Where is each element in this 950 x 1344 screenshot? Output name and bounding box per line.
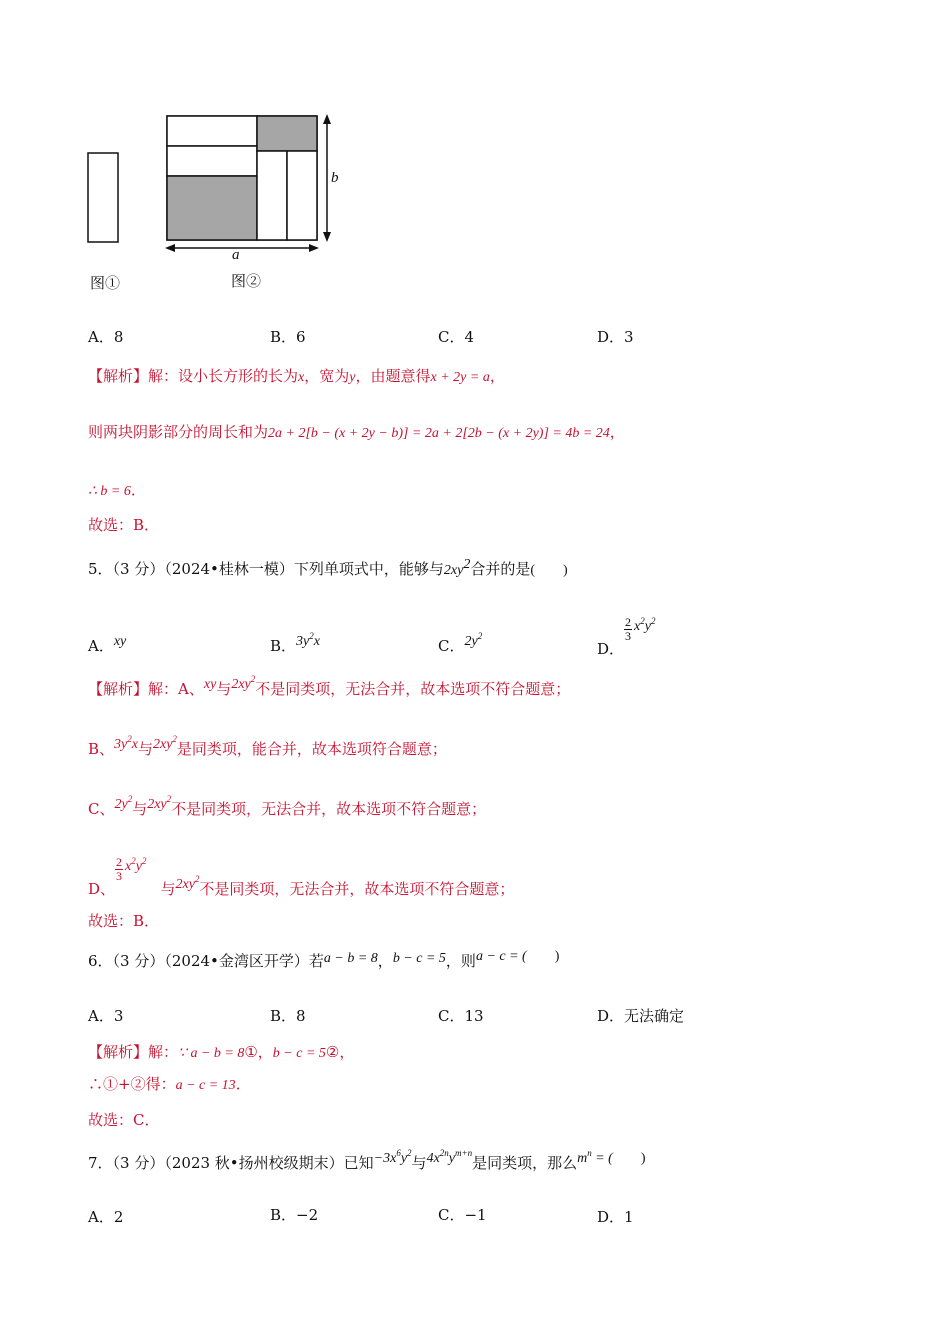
option-label: B． xyxy=(270,637,297,655)
math: y xyxy=(135,858,142,874)
math: 2 xyxy=(250,674,256,684)
fig2-shaded-bottom-left xyxy=(167,176,257,240)
text: 解：A、 xyxy=(148,680,204,698)
q5-option-b xyxy=(270,631,320,658)
math: 3y xyxy=(114,737,128,752)
answer-paren: ( ) xyxy=(530,563,568,578)
math: 2y xyxy=(114,797,128,812)
q7-option-c: C．−1 xyxy=(438,1206,487,1224)
math xyxy=(125,855,147,874)
denominator: 3 xyxy=(116,869,123,883)
text: B、 xyxy=(88,740,115,758)
math: 2xy xyxy=(231,677,251,692)
math-y: y xyxy=(349,370,356,385)
math: y xyxy=(644,618,651,634)
q5-option-d xyxy=(597,612,656,658)
q6-option-c: C．13 xyxy=(438,1007,484,1025)
q5-option-a xyxy=(88,636,126,658)
math xyxy=(175,873,200,892)
text: ①， xyxy=(244,1043,273,1061)
q6-option-d: D．无法确定 xyxy=(597,1007,685,1025)
math xyxy=(373,1148,412,1166)
answer-paren: ) xyxy=(526,949,560,964)
math xyxy=(231,674,256,692)
text: D、 xyxy=(88,879,116,898)
text: ②， xyxy=(325,1043,355,1061)
fig2-caption: 图② xyxy=(231,272,262,290)
math: a − b = 8 xyxy=(323,951,378,966)
math: x xyxy=(131,737,138,752)
text: 不是同类项，无法合并，故本选项不符合题意； xyxy=(171,800,487,818)
text: 与 xyxy=(411,1154,427,1172)
q6-option-b: B．8 xyxy=(270,1007,306,1025)
numerator: 2 xyxy=(116,855,123,869)
q5-stem xyxy=(88,559,568,581)
q4-analysis-line2 xyxy=(88,422,625,444)
text: 与 xyxy=(160,879,176,898)
q7-option-a: A．2 xyxy=(88,1208,124,1226)
q5-option-c xyxy=(438,631,483,658)
text: ． xyxy=(235,1075,251,1093)
arrow-a-head-left xyxy=(165,244,175,252)
analysis-tag: 【解析】 xyxy=(88,367,149,385)
fraction xyxy=(624,616,632,643)
math: 2n xyxy=(439,1148,449,1158)
math-x: x xyxy=(298,370,305,385)
q5-analysis-a xyxy=(88,674,571,701)
q4-analysis-line3 xyxy=(88,480,146,502)
text: 不是同类项，无法合并，故本选项不符合题意； xyxy=(199,879,515,898)
q6-answer: 故选：C． xyxy=(88,1111,160,1129)
math: 2y xyxy=(464,634,478,649)
q4-analysis-line1 xyxy=(88,366,505,388)
math: 2 xyxy=(477,631,483,641)
arrow-a-head-right xyxy=(309,244,319,252)
math xyxy=(152,734,177,752)
math: 2 xyxy=(127,734,132,744)
text: 解：设小长方形的长为 xyxy=(148,367,299,385)
text: 不是同类项，无法合并，故本选项不符合题意； xyxy=(255,680,571,698)
fig2-vertical-strip-2 xyxy=(287,151,317,240)
math xyxy=(577,1148,613,1166)
math: −3x xyxy=(373,1151,397,1166)
math xyxy=(634,615,656,634)
arrow-b-head-bottom xyxy=(323,232,331,242)
fig2-shaded-top-right xyxy=(257,116,317,151)
q6-option-a: A．3 xyxy=(88,1007,124,1025)
math-perimeter: 2a + 2[b − (x + 2y − b)] = 2a + 2[2b − (x + 2y)] = 4b = 24 xyxy=(268,426,610,441)
text: ， xyxy=(609,423,625,441)
option-label: A． xyxy=(88,637,114,655)
q5-answer: 故选：B． xyxy=(88,912,160,930)
q7-option-b: B．−2 xyxy=(270,1206,319,1224)
math: 2 xyxy=(141,855,147,866)
math xyxy=(426,1148,473,1166)
q7-stem xyxy=(88,1148,646,1175)
text: 5．（3 分）（2024•桂林一模）下列单项式中，能够与 xyxy=(88,560,444,578)
math: m xyxy=(577,1151,588,1166)
text: 是同类项，能合并，故本选项符合题意； xyxy=(176,740,447,758)
math: 6 xyxy=(396,1148,401,1158)
math: 2 xyxy=(131,855,136,866)
figure-rectangles xyxy=(80,110,350,270)
math xyxy=(114,794,133,812)
math: x xyxy=(634,618,641,634)
math: 2 xyxy=(194,873,200,884)
q5-analysis-d xyxy=(88,852,515,898)
math: 2xy xyxy=(175,876,195,892)
text: ，由题意得 xyxy=(355,367,431,385)
option-label: C． xyxy=(438,637,465,655)
math xyxy=(147,794,172,812)
text: 合并的是 xyxy=(470,560,531,578)
numerator: 2 xyxy=(625,615,632,629)
math: 2xy xyxy=(443,563,464,578)
text: ． xyxy=(130,481,146,499)
text: 是同类项，那么 xyxy=(472,1154,578,1172)
math: xy xyxy=(113,634,127,649)
text: ，则 xyxy=(445,952,476,970)
math: = ( xyxy=(591,1151,613,1166)
text: ∴①+②得： xyxy=(88,1075,176,1093)
math: 4x xyxy=(426,1151,440,1166)
math: 2 xyxy=(309,631,314,641)
math: 2 xyxy=(407,1148,412,1158)
option-label: D． xyxy=(597,639,625,658)
q4-answer: 故选：B． xyxy=(88,516,160,534)
math: 2 xyxy=(650,615,656,626)
arrow-b-head-top xyxy=(323,114,331,124)
math: xy xyxy=(203,677,217,692)
q5-analysis-b xyxy=(88,734,447,761)
math: b − c = 5 xyxy=(272,1046,326,1061)
math-result: ∴ b = 6 xyxy=(88,484,131,499)
text: 与 xyxy=(137,740,153,758)
math: x xyxy=(313,634,320,649)
math: 2 xyxy=(463,557,471,572)
fraction xyxy=(115,856,123,883)
q6-analysis-line1 xyxy=(88,1042,354,1064)
math: 2 xyxy=(172,734,177,744)
fig1-small-rectangle xyxy=(88,153,118,242)
math: b − c = 5 xyxy=(392,951,446,966)
math xyxy=(464,631,483,649)
q6-stem xyxy=(88,951,559,973)
text: 则两块阴影部分的周长和为 xyxy=(88,423,269,441)
math-equation: x + 2y = a xyxy=(430,370,490,385)
math: x xyxy=(125,858,132,874)
math xyxy=(296,631,320,649)
q4-option-c: C．4 xyxy=(438,328,475,346)
fig1-caption: 图① xyxy=(90,274,121,292)
math: 2 xyxy=(166,794,172,804)
denominator: 3 xyxy=(625,629,632,643)
fig2-vertical-strip-1 xyxy=(257,151,287,240)
fig2-top-strip-2 xyxy=(167,146,257,176)
text: ，宽为 xyxy=(304,367,350,385)
fig2-top-strip-1 xyxy=(167,116,257,146)
text: 与 xyxy=(216,680,232,698)
math: 2 xyxy=(127,794,133,804)
text: 7．（3 分）（2023 秋•扬州校级期末）已知 xyxy=(88,1154,374,1172)
math: a − c = 13 xyxy=(175,1078,236,1093)
answer-paren: ) xyxy=(612,1151,646,1166)
q4-option-b: B．6 xyxy=(270,328,306,346)
math: a − c = ( xyxy=(475,949,527,964)
label-a: a xyxy=(232,247,240,263)
label-b: b xyxy=(331,170,339,186)
math: m+n xyxy=(455,1148,473,1158)
math: n xyxy=(587,1148,592,1158)
math: ∵ a − b = 8 xyxy=(178,1046,245,1061)
q4-option-d: D．3 xyxy=(597,328,634,346)
q4-option-a: A．8 xyxy=(88,328,124,346)
text: ， xyxy=(377,952,393,970)
math: 2 xyxy=(640,615,645,626)
math: 2xy xyxy=(152,737,173,752)
math: y xyxy=(400,1151,408,1166)
q6-analysis-line2 xyxy=(88,1074,251,1096)
analysis-tag: 【解析】 xyxy=(88,1043,149,1061)
math xyxy=(114,734,138,752)
analysis-tag: 【解析】 xyxy=(88,680,149,698)
text: 与 xyxy=(132,800,148,818)
text: 6．（3 分）（2024•金湾区开学）若 xyxy=(88,952,324,970)
math: 3y xyxy=(296,634,310,649)
text: C、 xyxy=(88,800,115,818)
math: 2xy xyxy=(147,797,167,812)
text: ， xyxy=(489,367,505,385)
math: y xyxy=(448,1151,455,1166)
q7-option-d: D．1 xyxy=(597,1208,634,1226)
text: 解： xyxy=(148,1043,179,1061)
q5-analysis-c xyxy=(88,794,487,821)
